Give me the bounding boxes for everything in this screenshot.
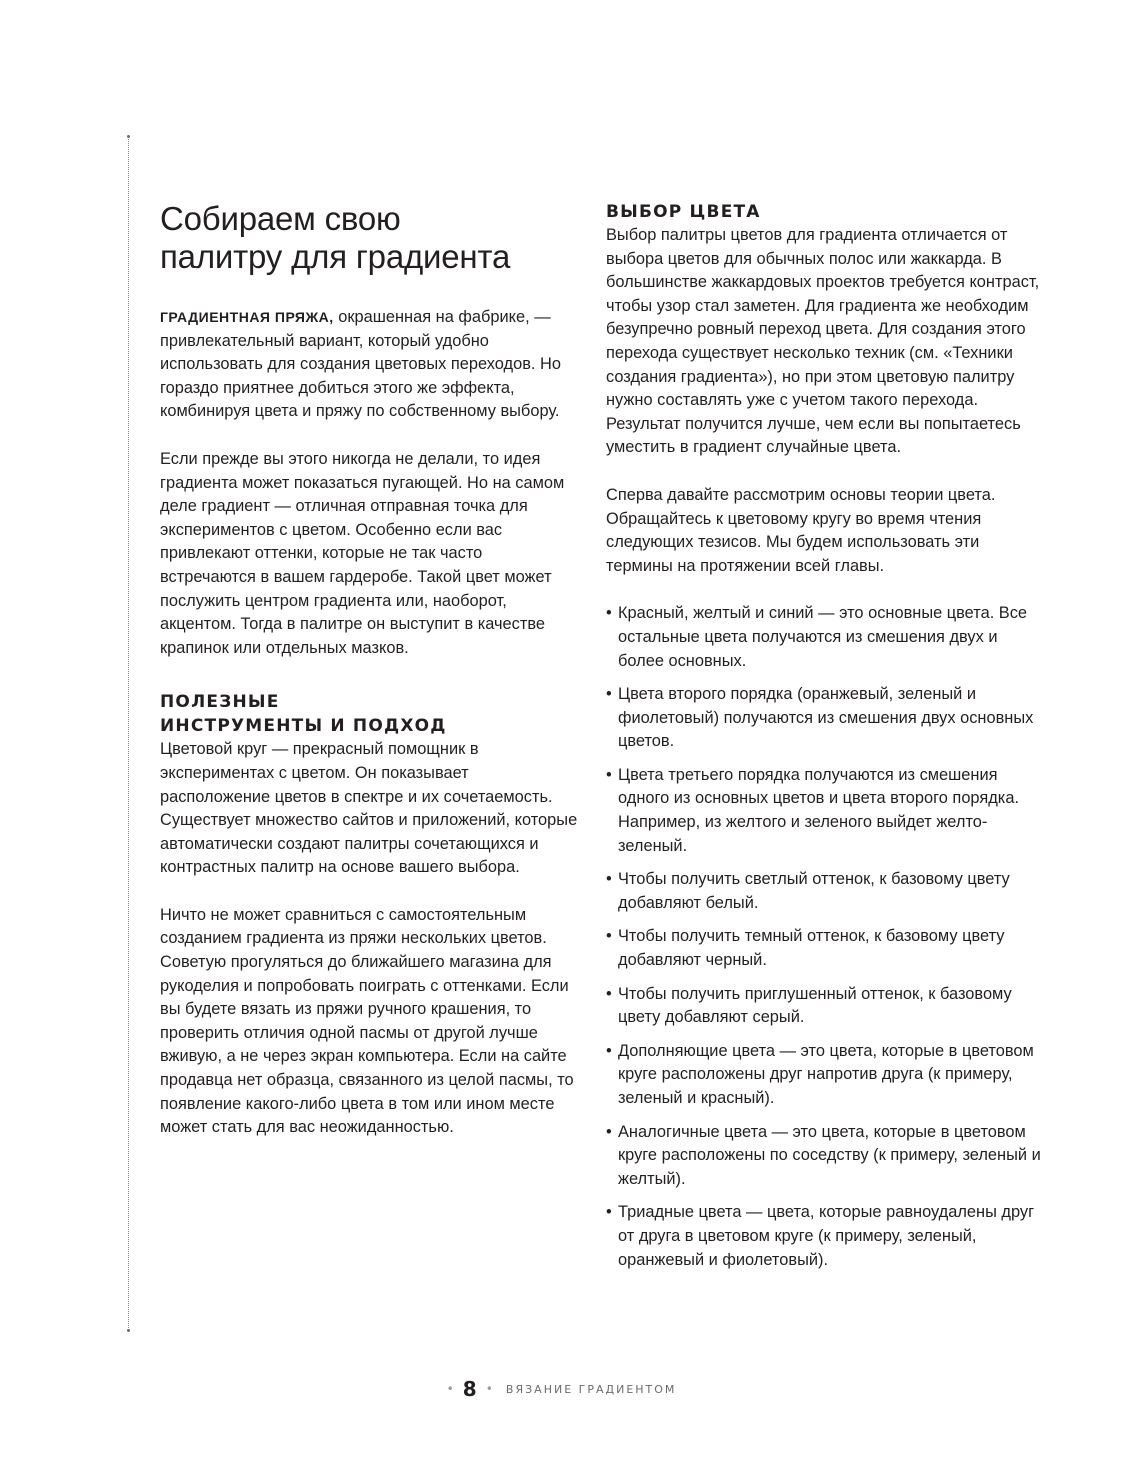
page-title (160, 200, 580, 276)
bullet-mark: • (606, 1122, 612, 1141)
margin-dot-bottom (127, 1329, 130, 1332)
list-item: • Цвета третьего порядка получаются из смешения одного из основных цветов и цвета второго порядка. Например, из желтого и зеленого выйдет желто-зеленый. (606, 765, 1020, 855)
right-paragraph-2: Сперва давайте рассмотрим основы теории цвета. Обращайтесь к цветовому кругу во время чтения следующих тезисов. Мы будем использовать эти термины на протяжении всей главы. (606, 485, 996, 575)
color-theory-list (606, 602, 1046, 1272)
section-heading-tools (160, 690, 580, 738)
intro-rest: окрашенная на фабрике, — привлекательный вариант, который удобно использовать для создания цветовых переходов. Но гораздо приятнее добиться этого же эффекта, комбинируя цвета и пряжу по собственному выбору. (160, 308, 561, 421)
bullet-mark: • (606, 984, 612, 1003)
list-item: • Цвета второго порядка (оранжевый, зеленый и фиолетовый) получаются из смешения двух основных цветов. (606, 685, 1034, 751)
page-number: 8 (462, 1377, 477, 1401)
intro-paragraph (160, 306, 580, 424)
page-footer (0, 1377, 1123, 1401)
bullet-mark: • (606, 685, 612, 704)
bullet-mark: • (606, 1041, 612, 1060)
section-heading-tools-line1: ПОЛЕЗНЫЕ (160, 692, 280, 713)
list-item: • Чтобы получить приглушенный оттенок, к базовому цвету добавляют серый. (606, 984, 1012, 1027)
intro-lead: ГРАДИЕНТНАЯ ПРЯЖА, (160, 309, 334, 325)
right-column (606, 200, 1046, 1282)
bullet-mark: • (606, 870, 612, 889)
list-item: • Дополняющие цвета — это цвета, которые в цветовом круге расположены друг напротив друга (к примеру, зеленый и красный). (606, 1041, 1034, 1107)
section-heading-tools-line2: ИНСТРУМЕНТЫ И ПОДХОД (160, 716, 447, 737)
left-column (160, 200, 580, 1140)
list-item: • Красный, желтый и синий — это основные цвета. Все остальные цвета получаются из смешения двух и более основных. (606, 604, 1028, 670)
page-title-line1: Собираем свою (160, 200, 401, 237)
paragraph-4: Ничто не может сравниться с самостоятельным созданием градиента из пряжи нескольких цветов. Советую прогуляться до ближайшего магазина для рукоделия и попробовать поиграть с оттенками. Если вы будете вязать из пряжи ручного крашения, то проверить отличия одной пасмы от другой лучше вживую, а не через экран компьютера. Если на сайте продавца нет образца, связанного из целой пасмы, то появление какого-либо цвета в том или ином месте может стать для вас неожиданностью. (160, 905, 574, 1137)
footer-dot-right: • (485, 1382, 493, 1396)
page-title-line2: палитру для градиента (160, 238, 511, 275)
bullet-mark: • (606, 765, 612, 784)
list-item: • Аналогичные цвета — это цвета, которые в цветовом круге расположены по соседству (к примеру, зеленый и желтый). (606, 1122, 1041, 1188)
list-item: • Чтобы получить темный оттенок, к базовому цвету добавляют черный. (606, 927, 1005, 970)
list-item: • Триадные цвета — цвета, которые равноудалены друг от друга в цветовом круге (к примеру, зеленый, оранжевый и фиолетовый). (606, 1203, 1035, 1269)
paragraph-2: Если прежде вы этого никогда не делали, то идея градиента может показаться пугающей. Но на самом деле градиент — отличная отправная точка для экспериментов с цветом. Особенно если вас привлекают оттенки, которые не так часто встречаются в вашем гардеробе. Такой цвет может послужить центром градиента или, наоборот, акцентом. Тогда в палитре он выступит в качестве крапинок или отдельных мазков. (160, 449, 565, 657)
margin-rule (128, 137, 129, 1330)
list-item: • Чтобы получить светлый оттенок, к базовому цвету добавляют белый. (606, 870, 1010, 912)
bullet-mark: • (606, 1203, 612, 1222)
running-title: ВЯЗАНИЕ ГРАДИЕНТОМ (505, 1382, 677, 1396)
bullet-mark: • (606, 927, 612, 946)
right-paragraph-1: Выбор палитры цветов для градиента отличается от выбора цветов для обычных полос или жаккарда. В большинстве жаккардовых проектов требуется контраст, чтобы узор стал заметен. Для градиента же необходим безупречно ровный переход цвета. Для создания этого перехода существует несколько техник (см. «Техники создания градиента»), но при этом цветовую палитру нужно составлять уже с учетом такого перехода. Результат получится лучше, чем если вы попытаетесь уместить в градиент случайные цвета. (606, 226, 1040, 457)
margin-dot-top (127, 135, 130, 138)
paragraph-3: Цветовой круг — прекрасный помощник в экспериментах с цветом. Он показывает расположение цветов в спектре и их сочетаемость. Существует множество сайтов и приложений, которые автоматически создают палитры сочетающихся и контрастных палитр на основе вашего выбора. (160, 740, 578, 877)
section-heading-color-choice: ВЫБОР ЦВЕТА (606, 202, 761, 222)
footer-dot-left: • (446, 1382, 454, 1396)
bullet-mark: • (606, 604, 612, 623)
